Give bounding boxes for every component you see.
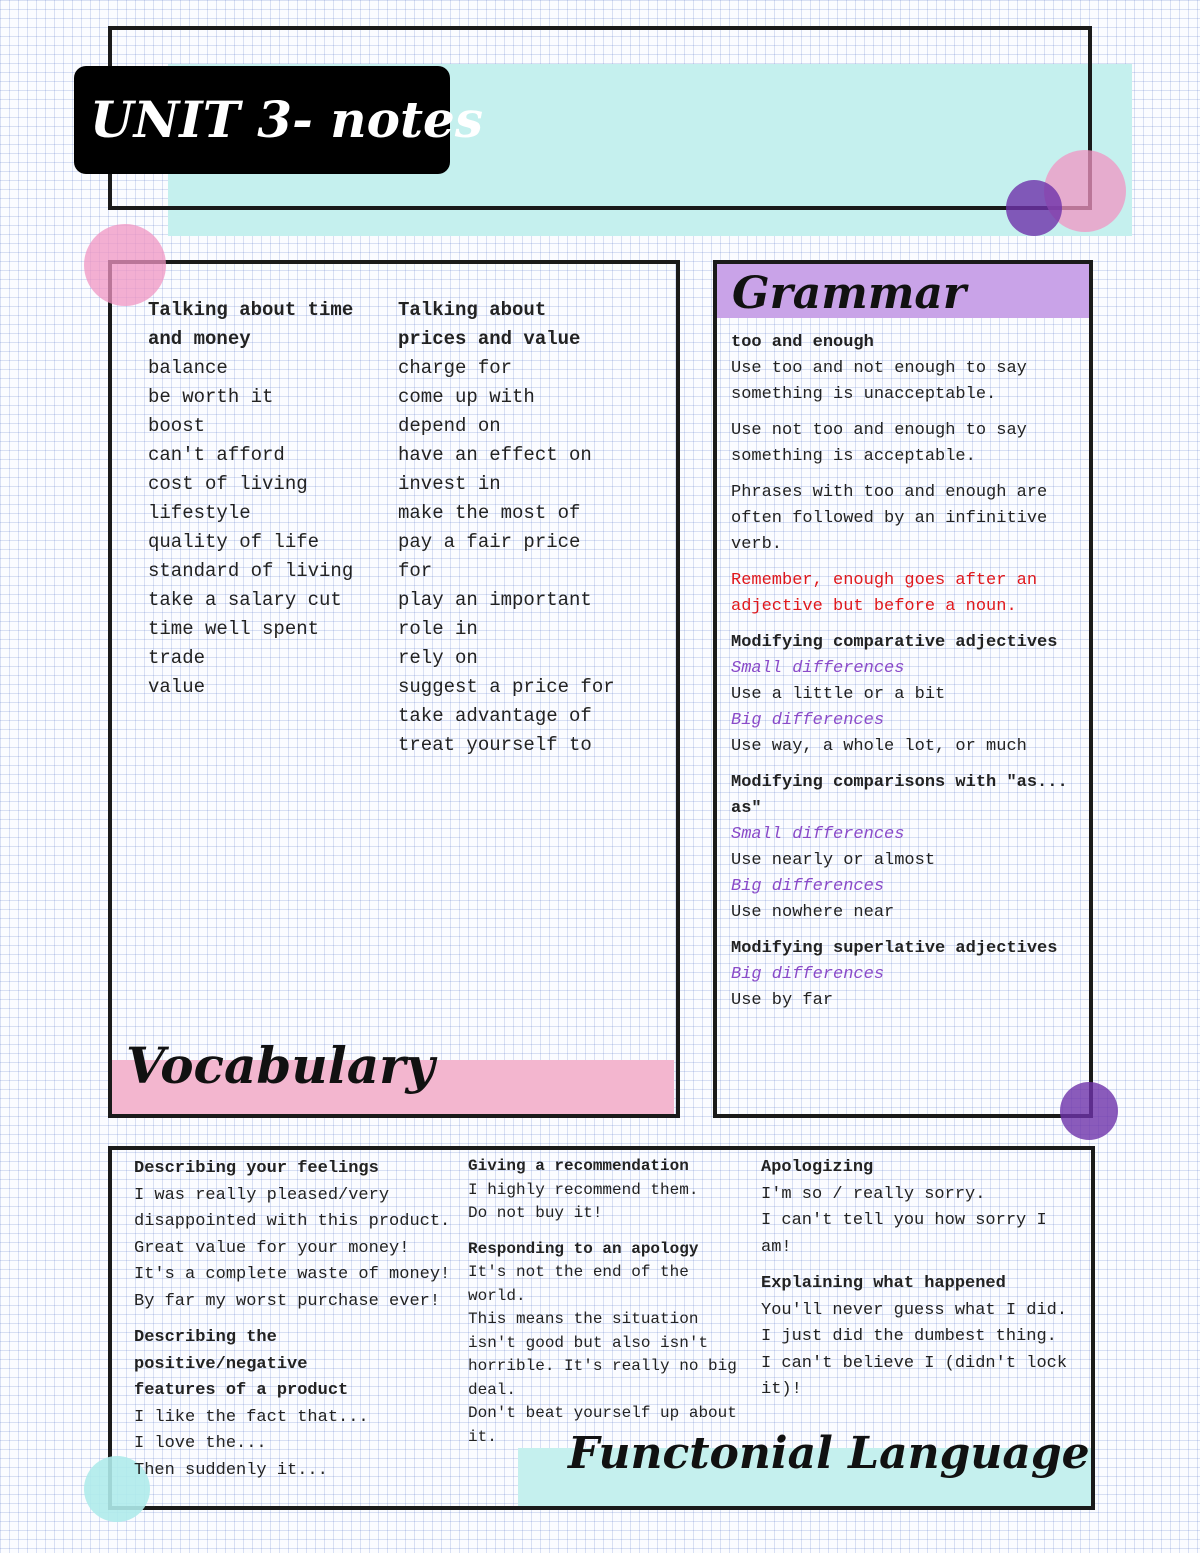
list-item: quality of life: [148, 531, 320, 553]
functional-heading: Explaining what happened: [761, 1274, 1006, 1293]
grammar-line: Phrases with too and enough are: [731, 483, 1048, 502]
functional-line: I'm so / really sorry.: [761, 1184, 986, 1204]
functional-line: I can't believe I (didn't lock: [761, 1353, 1068, 1373]
functional-label: Functonial Language: [568, 1428, 1090, 1479]
functional-line: horrible. It's really no big: [468, 1357, 737, 1375]
list-item: take advantage of: [398, 705, 592, 727]
vocabulary-column-1: [148, 296, 388, 702]
decor-circle-pink-vocab: [84, 224, 166, 306]
grammar-line: Use a little or a bit: [731, 685, 946, 704]
functional-line: I was really pleased/very: [134, 1185, 390, 1205]
grammar-subheading: Big differences: [731, 711, 885, 730]
list-item: pay a fair price: [398, 531, 581, 553]
grammar-heading-superlative: Modifying superlative adjectives: [731, 939, 1058, 958]
functional-heading: features of a product: [134, 1381, 349, 1400]
vocab-col2-heading-1: Talking about: [398, 299, 547, 321]
grammar-label: Grammar: [732, 268, 967, 319]
functional-heading: Describing your feelings: [134, 1159, 379, 1178]
grammar-line: Use by far: [731, 991, 834, 1010]
grammar-subheading: Small differences: [731, 659, 905, 678]
list-item: make the most of: [398, 502, 581, 524]
functional-line: I love the...: [134, 1434, 267, 1453]
functional-heading: Responding to an apology: [468, 1239, 699, 1258]
grammar-line: Use nearly or almost: [731, 851, 936, 870]
grammar-line: something is acceptable.: [731, 447, 976, 466]
functional-line: I just did the dumbest thing.: [761, 1327, 1057, 1346]
grammar-subheading: Small differences: [731, 825, 905, 844]
functional-line: world.: [468, 1286, 526, 1305]
functional-line: deal.: [468, 1380, 517, 1399]
functional-line: Don't beat yourself up about: [468, 1404, 737, 1422]
grammar-content: [731, 330, 1081, 1014]
functional-line: am!: [761, 1237, 792, 1257]
functional-line: You'll never guess what I did.: [761, 1300, 1068, 1320]
grammar-line: Use too and not enough to say: [731, 359, 1027, 378]
functional-line: Great value for your money!: [134, 1238, 410, 1258]
functional-line: I highly recommend them.: [468, 1180, 699, 1199]
decor-circle-purple: [1006, 180, 1062, 236]
title-plate: [74, 66, 484, 174]
grammar-line: Use not too and enough to say: [731, 421, 1027, 440]
list-item: cost of living: [148, 473, 308, 495]
functional-line: It's a complete waste of money!: [134, 1265, 451, 1284]
grammar-heading-comparative: Modifying comparative adjectives: [731, 633, 1058, 652]
functional-line: I can't tell you how sorry I: [761, 1211, 1047, 1230]
vocab-col1-heading-1: Talking about time: [148, 299, 354, 321]
grammar-heading-as-as: Modifying comparisons with "as...: [731, 773, 1068, 792]
decor-circle-purple-grammar: [1060, 1082, 1118, 1140]
grammar-heading-too-enough: too and enough: [731, 333, 874, 352]
functional-line: it.: [468, 1427, 497, 1446]
list-item: charge for: [398, 357, 513, 379]
functional-column-1: [134, 1156, 460, 1484]
list-item: depend on: [398, 415, 501, 437]
list-item: have an effect on: [398, 444, 592, 466]
functional-line: Then suddenly it...: [134, 1460, 328, 1480]
grammar-subheading: Big differences: [731, 965, 885, 984]
list-item: lifestyle: [148, 502, 251, 524]
functional-line: isn't good but also isn't: [468, 1333, 709, 1352]
functional-line: Do not buy it!: [468, 1204, 603, 1222]
functional-line: It's not the end of the: [468, 1263, 689, 1281]
list-item: boost: [148, 415, 206, 437]
functional-line: By far my worst purchase ever!: [134, 1291, 441, 1311]
grammar-subheading: Big differences: [731, 877, 885, 896]
list-item: for: [398, 560, 433, 582]
grammar-reminder: Remember, enough goes after an: [731, 571, 1038, 590]
grammar-reminder: adjective but before a noun.: [731, 597, 1017, 616]
list-item: take a salary cut: [148, 589, 342, 611]
functional-column-2: [468, 1155, 754, 1449]
list-item: trade: [148, 647, 206, 669]
functional-line: I like the fact that...: [134, 1407, 369, 1427]
grammar-heading-as-as-2: as": [731, 799, 762, 818]
grammar-line: Use nowhere near: [731, 903, 895, 922]
list-item: treat yourself to: [398, 734, 592, 756]
list-item: rely on: [398, 647, 478, 669]
list-item: invest in: [398, 473, 501, 495]
list-item: play an important: [398, 589, 592, 611]
vocabulary-label: Vocabulary: [126, 1036, 435, 1095]
list-item: value: [148, 676, 206, 698]
functional-line: This means the situation: [468, 1310, 699, 1328]
list-item: suggest a price for: [398, 676, 615, 698]
functional-column-3: [761, 1155, 1083, 1404]
grammar-line: verb.: [731, 535, 783, 554]
grammar-line: often followed by an infinitive: [731, 509, 1048, 528]
page-title: UNIT 3- notes: [90, 90, 484, 149]
functional-heading: Giving a recommendation: [468, 1157, 689, 1175]
functional-heading: Describing the positive/negative: [134, 1328, 308, 1374]
functional-line: it)!: [761, 1380, 802, 1399]
vocab-col2-heading-2: prices and value: [398, 328, 581, 350]
list-item: come up with: [398, 386, 535, 408]
grammar-line: Use way, a whole lot, or much: [731, 737, 1027, 756]
list-item: balance: [148, 357, 228, 379]
functional-heading: Apologizing: [761, 1158, 874, 1177]
list-item: can't afford: [148, 444, 285, 466]
list-item: be worth it: [148, 386, 274, 408]
list-item: role in: [398, 618, 478, 640]
grammar-line: something is unacceptable.: [731, 385, 997, 404]
functional-line: disappointed with this product.: [134, 1212, 451, 1231]
list-item: standard of living: [148, 560, 354, 582]
vocab-col1-heading-2: and money: [148, 328, 251, 350]
list-item: time well spent: [148, 618, 320, 640]
vocabulary-column-2: [398, 296, 658, 760]
